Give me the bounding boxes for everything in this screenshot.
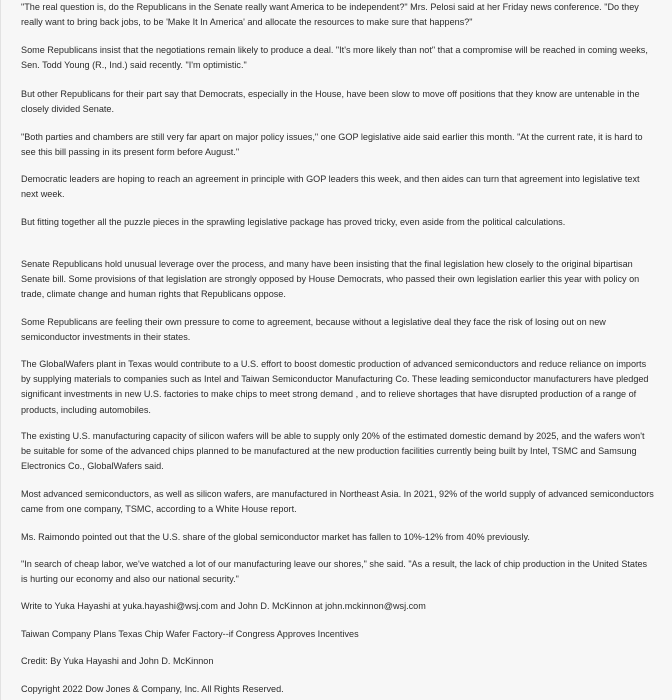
article-headline: Taiwan Company Plans Texas Chip Wafer Factory--if Congress Approves Incentives [21,629,359,639]
article-credit: Credit: By Yuka Hayashi and John D. McKinnon [21,656,214,666]
paragraph-senate-leverage: Senate Republicans hold unusual leverage over the process, and many have been insisting that the final legislation hew closely to the original bipartisan Senate bill. Some provisions of that legislation are strongly opposed by House Democrats, who passed their own legislation earlier this year with policy on trade, climate change and human rights that Republicans oppose. [21,259,640,300]
paragraph-gop-aide-quote: "Both parties and chambers are still very far apart on major policy issues," one GOP legislative aide said earlier this month. "At the current rate, it is hard to see this bill passing in its present form before August." [21,132,643,158]
paragraph-pelosi-quote: "The real question is, do the Republicans in the Senate really want America to be independent?" Mrs. Pelosi said at her Friday news conference. "Do they really want to bring back jobs, to be 'Make It In America' and allocate the resources to make sure that happens?" [21,2,639,28]
paragraph-globalwafers-plant: The GlobalWafers plant in Texas would contribute to a U.S. effort to boost domestic production of advanced semiconductors and reduce reliance on imports by supplying materials to companies such as Intel and Taiwan Semiconductor Manufacturing Co. These leading semiconductor manufacturers have pledged significant investments in new U.S. factories to make chips to meet strong demand , and to relieve shortages that have disrupted production of a range of products, including automobiles. [21,359,649,415]
paragraph-market-share: Ms. Raimondo pointed out that the U.S. share of the global semiconductor market has fallen to 10%-12% from 40% previously. [21,532,530,542]
paragraph-contact-authors: Write to Yuka Hayashi at yuka.hayashi@wsj.com and John D. McKinnon at john.mckinnon@wsj.com [21,601,426,611]
paragraph-puzzle-pieces: But fitting together all the puzzle pieces in the sprawling legislative package has proved tricky, even aside from the political calculations. [21,217,566,227]
article-copyright: Copyright 2022 Dow Jones & Company, Inc. All Rights Reserved. [21,684,284,694]
paragraph-democrats-slow: But other Republicans for their part say that Democrats, especially in the House, have been slow to move off positions that they know are untenable in the closely divided Senate. [21,89,640,115]
paragraph-raimondo-quote: "In search of cheap labor, we've watched a lot of our manufacturing leave our shores," she said. "As a result, the lack of chip production in the United States is hurting our economy and also our national security." [21,559,648,585]
paragraph-young-optimistic: Some Republicans insist that the negotiations remain likely to produce a deal. "It's more likely than not" that a compromise will be reached in coming weeks, Sen. Todd Young (R., Ind.) said recently. "I'm optimistic." [21,45,648,71]
paragraph-wafer-capacity: The existing U.S. manufacturing capacity of silicon wafers will be able to supply only 20% of the estimated domestic demand by 2025, and the wafers won't be suitable for some of the advanced chips planned to be manufactured at the new production facilities currently being built by Intel, TSMC and Samsung Electronics Co., GlobalWafers said. [21,431,645,472]
paragraph-republican-pressure: Some Republicans are feeling their own pressure to come to agreement, because without a legislative deal they face the risk of losing out on new semiconductor investments in their states. [21,317,606,343]
paragraph-agreement-hopes: Democratic leaders are hoping to reach an agreement in principle with GOP leaders this week, and then aides can turn that agreement into legislative text next week. [21,174,640,200]
paragraph-northeast-asia: Most advanced semiconductors, as well as silicon wafers, are manufactured in Northeast Asia. In 2021, 92% of the world supply of advanced semiconductors came from one company, TSMC, according to a White House report. [21,489,654,515]
